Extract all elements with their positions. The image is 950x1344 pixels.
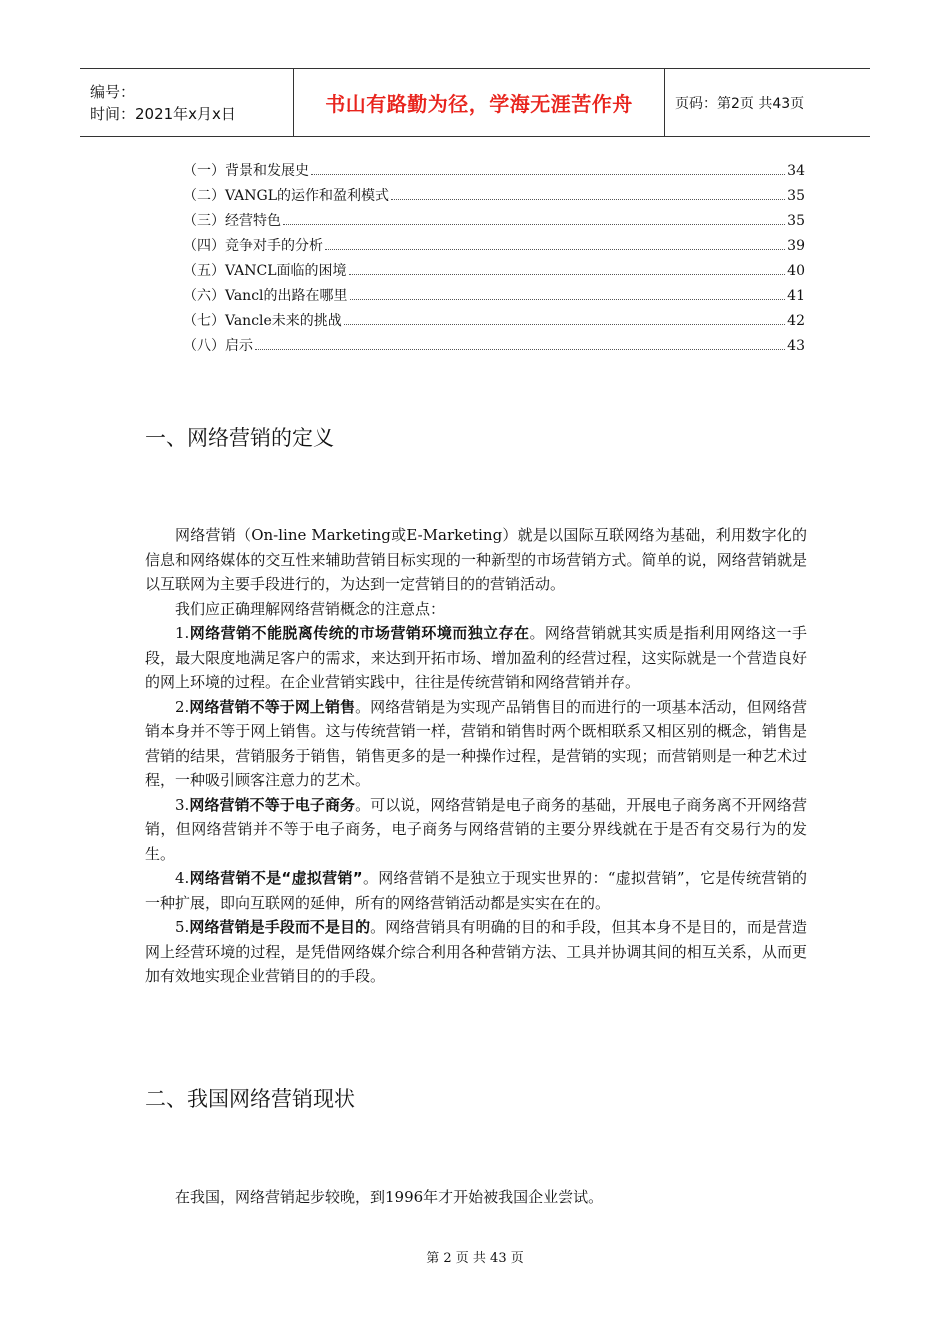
toc-entry-title: （二）VANGL的运作和盈利模式 [183,188,390,204]
toc-leader-dots [350,299,786,300]
point-text: 。可以说，网络营销是电子商务的基础，开展电子商务离不开网络营销，但网络营销并不等于电子商务，电子商务与网络营销的主要分界线就在于是否有交易行为的发生。 [145,795,807,863]
toc-leader-dots [255,349,785,350]
toc-leader-dots [311,174,785,175]
toc-entry-title: （七）Vancle未来的挑战 [183,313,342,329]
toc-entry-title: （四）竞争对手的分析 [183,238,323,254]
toc-entry-page: 35 [787,213,805,229]
toc-entry[interactable] [183,235,805,260]
point-bold: 网络营销不等于网上销售 [189,697,356,716]
point-bold: 网络营销不是“虚拟营销” [189,869,363,887]
toc-entry-title: （一）背景和发展史 [183,163,309,179]
point-number: 4. [175,869,190,887]
section-body-status [145,1185,807,1210]
point-text: 。网络营销就其实质是指利用网络这一手段，最大限度地满足客户的需求，来达到开拓市场、增加盈利的经营过程，这实际就是一个营造良好的网上环境的过程。在企业营销实践中，往往是传统营销和网络营销并存。 [145,624,807,691]
point-item [145,866,807,915]
toc-entry-page: 42 [787,313,805,329]
toc-entry-page: 40 [787,263,805,279]
toc-entry[interactable] [183,335,805,360]
header-motto: 书山有路勤为径，学海无涯苦作舟 [325,92,633,116]
toc-entry-page: 34 [787,163,805,179]
paragraph-intro: 网络营销（On-line Marketing或E-Marketing）就是以国际互联网络为基础，利用数字化的信息和网络媒体的交互性来辅助营销目标实现的一种新型的市场营销方式。简单的说，网络营销就是以互联网为主要手段进行的，为达到一定营销目的的营销活动。 [145,526,807,593]
toc-entry-page: 43 [787,338,805,354]
toc-entry[interactable] [183,285,805,310]
section-heading-status: 二、我国网络营销现状 [145,1087,355,1111]
toc-leader-dots [391,199,785,200]
page-footer: 第 2 页 共 43 页 [426,1251,524,1266]
point-number: 3. [175,795,190,814]
point-number: 2. [175,697,190,716]
toc-entry[interactable] [183,185,805,210]
header-page-cell [665,69,870,136]
point-item [145,793,807,867]
toc-entry-title: （三）经营特色 [183,213,281,229]
point-item [145,915,807,989]
toc-leader-dots [283,224,785,225]
point-number: 1. [175,624,190,642]
document-number-label: 编号： [90,82,136,101]
toc-entry-page: 39 [787,238,805,254]
header-page-number: 页码：第2页 共43页 [675,95,805,112]
toc-entry[interactable] [183,160,805,185]
toc-entry[interactable] [183,210,805,235]
section-body-definition [145,523,807,989]
point-bold: 网络营销是手段而不是目的 [189,918,371,936]
paragraph-status: 在我国，网络营销起步较晚，到1996年才开始被我国企业尝试。 [175,1188,604,1206]
toc-entry-title: （五）VANCL面临的困境 [183,263,347,279]
point-text: 。网络营销是为实现产品销售目的而进行的一项基本活动，但网络营销本身并不等于网上销售。这与传统营销一样，营销和销售时两个既相联系又相区别的概念，销售是营销的结果，营销服务于销售，销售更多的是一种操作过程，是营销的实现；而营销则是一种艺术过程，一种吸引顾客注意力的艺术。 [145,697,807,789]
point-item [145,621,807,695]
point-text: 。网络营销具有明确的目的和手段，但其本身不是目的，而是营造网上经营环境的过程，是凭借网络媒介综合利用各种营销方法、工具并协调其间的相互关系，从而更加有效地实现企业营销目的的手段。 [145,918,807,985]
toc-entry-page: 35 [787,188,805,204]
toc-entry[interactable] [183,310,805,335]
page-header [80,68,870,137]
table-of-contents [183,160,805,360]
header-meta [80,69,293,136]
toc-entry-page: 41 [787,288,805,304]
point-text: 。网络营销不是独立于现实世界的：“虚拟营销”，它是传统营销的一种扩展，即向互联网的延伸，所有的网络营销活动都是实实在在的。 [145,869,807,912]
toc-leader-dots [349,274,786,275]
point-bold: 网络营销不等于电子商务 [189,795,356,814]
header-motto-cell [293,69,665,136]
toc-leader-dots [344,324,785,325]
point-item [145,695,807,793]
toc-leader-dots [325,249,785,250]
paragraph-lead: 我们应正确理解网络营销概念的注意点： [175,599,446,618]
point-number: 5. [175,918,190,936]
document-time-label: 时间：2021年x月x日 [90,104,236,123]
toc-entry-title: （八）启示 [183,338,253,354]
point-bold: 网络营销不能脱离传统的市场营销环境而独立存在 [189,624,530,642]
toc-entry-title: （六）Vancl的出路在哪里 [183,288,348,304]
section-heading-definition: 一、网络营销的定义 [145,426,334,450]
toc-entry[interactable] [183,260,805,285]
